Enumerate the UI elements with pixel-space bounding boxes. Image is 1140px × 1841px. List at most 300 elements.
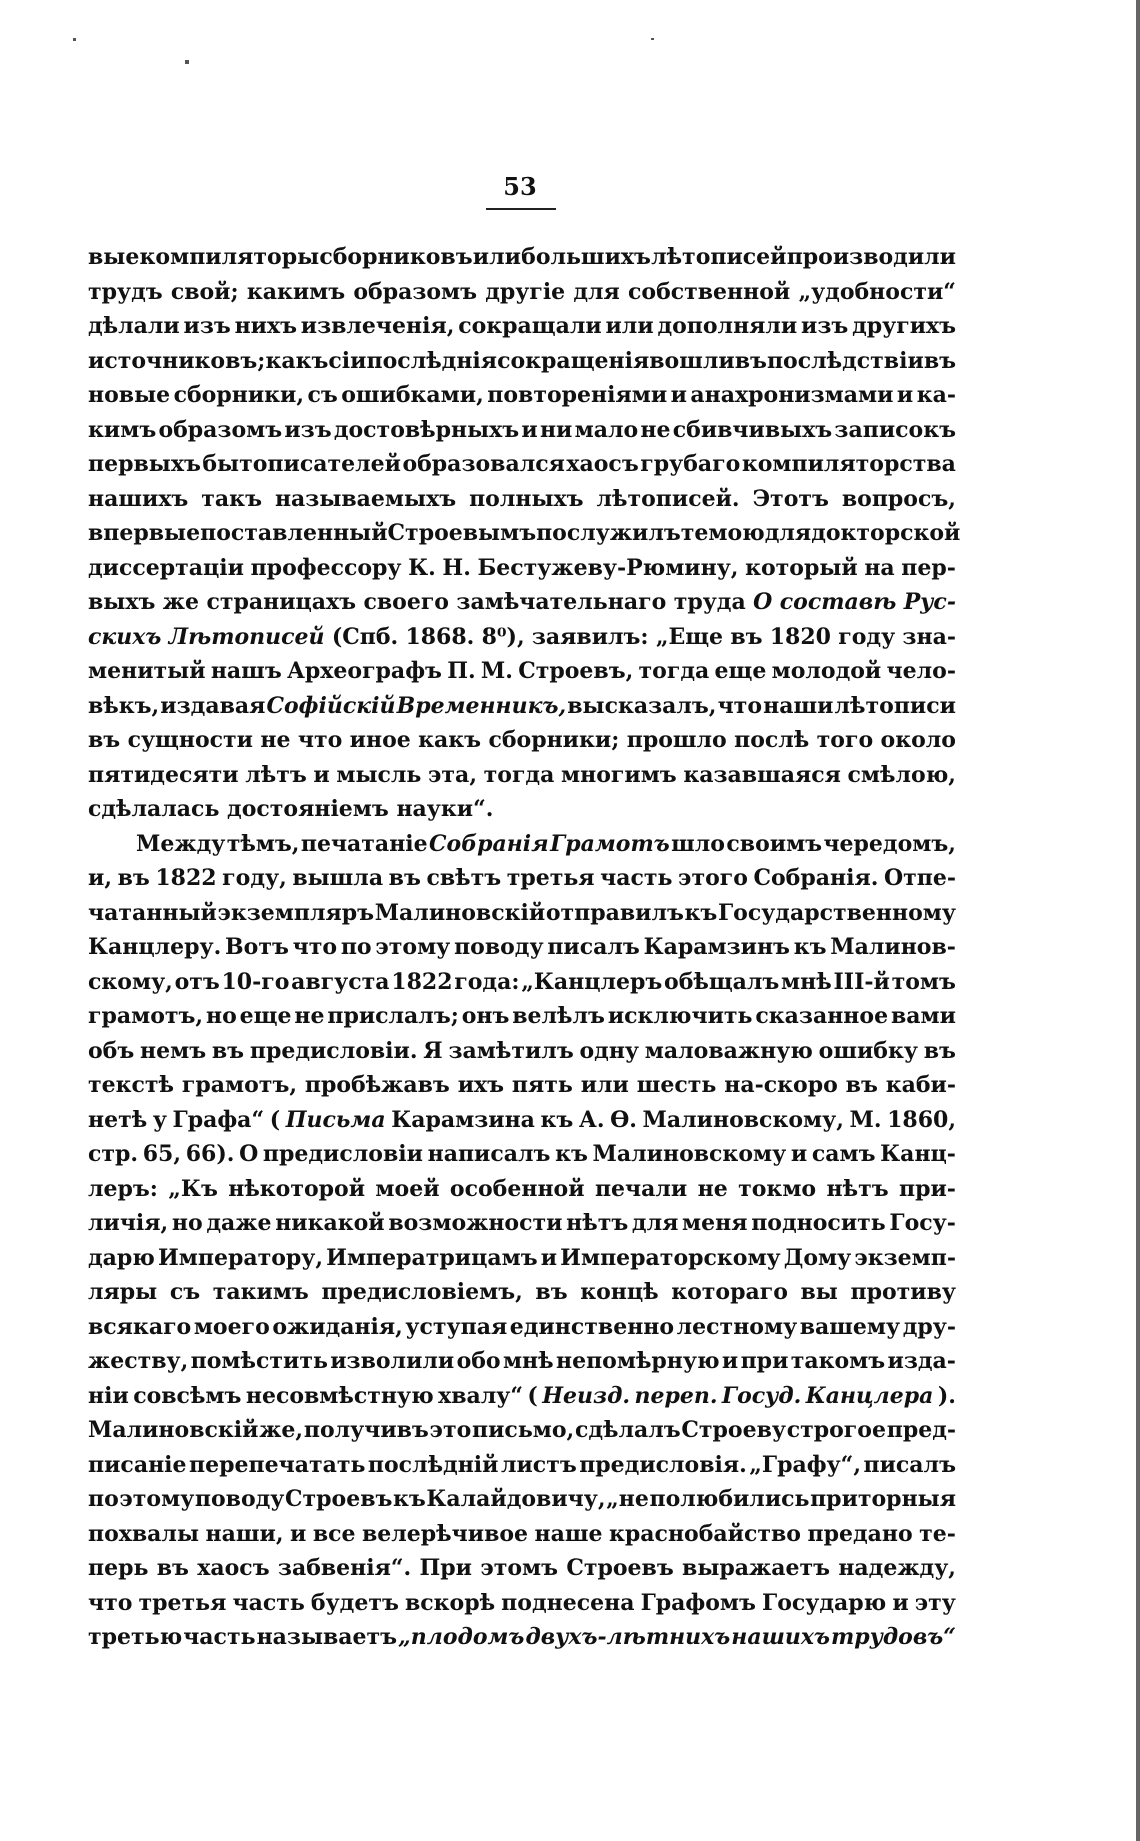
word: свой; xyxy=(170,278,239,305)
word: чело- xyxy=(886,658,956,684)
word: изволили xyxy=(330,1348,455,1374)
word: составѣ xyxy=(779,589,897,615)
word: вами xyxy=(890,1003,956,1029)
word: послужилъ xyxy=(536,520,681,546)
word: ). xyxy=(937,1382,956,1409)
word: Рус- xyxy=(903,589,956,615)
word: Временникъ, xyxy=(396,692,567,719)
word: въ xyxy=(211,1037,245,1064)
word: ихъ xyxy=(457,1072,505,1098)
word: Собранія xyxy=(429,830,549,857)
word: года: xyxy=(454,968,520,995)
word: „плодомъ xyxy=(398,1624,525,1650)
word: извлеченія, xyxy=(300,313,455,339)
word: большихъ xyxy=(521,244,651,270)
word: О xyxy=(239,1141,259,1167)
word: даже xyxy=(206,1210,272,1236)
word: замѣчательнаго xyxy=(456,589,667,615)
word: сборниковъ xyxy=(319,244,473,270)
word: часть xyxy=(600,865,673,891)
word: наше xyxy=(534,1520,603,1547)
word: и xyxy=(313,761,330,788)
word: въ xyxy=(388,865,421,891)
word: меня xyxy=(682,1210,748,1236)
word: нихъ xyxy=(234,313,297,339)
word: Малиновскому, xyxy=(642,1106,844,1133)
word: Археографъ xyxy=(286,658,442,684)
word: профессору xyxy=(250,554,402,581)
word: мнѣ xyxy=(502,1348,554,1374)
text-line xyxy=(88,1275,956,1310)
word: вышла xyxy=(292,865,384,891)
word: изъ xyxy=(284,416,332,443)
word: еще xyxy=(714,658,767,684)
word: высказалъ, xyxy=(567,692,717,719)
word: выхъ xyxy=(88,589,156,615)
word: полныхъ xyxy=(469,485,584,512)
word: какимъ xyxy=(246,278,346,305)
word: краснобайство xyxy=(609,1520,801,1547)
word: М. xyxy=(480,658,513,684)
word: тогда xyxy=(483,761,555,788)
word: послѣдствіи xyxy=(766,347,924,374)
word: же, xyxy=(259,1417,304,1443)
word: кимъ xyxy=(88,416,157,443)
word: Канцлеру. xyxy=(88,934,222,960)
word: при- xyxy=(898,1175,956,1202)
word: году xyxy=(838,623,896,650)
word: въ xyxy=(535,1279,568,1305)
word: менитый xyxy=(88,658,206,684)
word: Императору, xyxy=(157,1244,324,1271)
word: забвенія“. xyxy=(277,1555,412,1581)
word: писалъ xyxy=(547,934,640,960)
word: въ xyxy=(734,347,767,374)
word: Ѳ. xyxy=(610,1106,637,1133)
text-line xyxy=(88,861,956,896)
word: Канцлера xyxy=(805,1382,934,1409)
text-line xyxy=(88,413,956,448)
word: стр. xyxy=(88,1141,139,1167)
word: тогда xyxy=(638,658,710,684)
word: хаосъ xyxy=(566,451,639,477)
word: трудовъ“ xyxy=(831,1624,956,1650)
word: такомъ xyxy=(790,1348,886,1374)
word: вы xyxy=(800,1279,838,1305)
text-line xyxy=(88,654,956,689)
word: заявилъ: xyxy=(531,623,649,650)
word: пред- xyxy=(886,1417,956,1443)
text-line xyxy=(88,792,956,827)
word: послѣдній xyxy=(367,1451,499,1478)
word: выражаетъ xyxy=(682,1555,830,1581)
word: сборники; xyxy=(488,727,620,753)
text-line xyxy=(88,758,956,793)
text-line xyxy=(88,482,956,517)
word: и xyxy=(289,1520,307,1547)
word: для xyxy=(631,1210,679,1236)
word: „Графу“, xyxy=(749,1451,861,1478)
word: въ xyxy=(923,347,956,374)
word: страницахъ xyxy=(206,589,357,615)
word: докторской xyxy=(811,520,961,546)
word: августа xyxy=(291,968,390,995)
word: обѣщалъ xyxy=(664,968,780,995)
scan-edge-line xyxy=(1136,0,1140,1841)
word: свѣтъ xyxy=(426,865,502,891)
body-text xyxy=(88,240,961,1655)
word: сборники, xyxy=(173,382,305,408)
word: исключить xyxy=(607,1003,753,1029)
text-line xyxy=(88,1379,956,1414)
word: называемыхъ xyxy=(274,485,457,512)
text-line xyxy=(88,1551,956,1586)
word: въ xyxy=(730,623,763,650)
word: ожиданія, xyxy=(272,1313,403,1340)
page-number-rule xyxy=(486,208,556,210)
word: 1860, xyxy=(887,1106,956,1133)
word: третья xyxy=(506,865,595,891)
word: Карамзина xyxy=(391,1106,535,1133)
word: иное xyxy=(349,727,411,753)
text-line xyxy=(88,551,956,586)
word: Отпе- xyxy=(883,865,956,891)
word: или xyxy=(605,313,654,339)
word: съ xyxy=(169,1279,201,1305)
word: изда- xyxy=(887,1348,956,1374)
word: Малиновскому xyxy=(592,1141,787,1167)
word: чередомъ, xyxy=(823,830,956,857)
word: какъ xyxy=(265,347,329,374)
word: концѣ xyxy=(580,1279,659,1305)
word: никакой xyxy=(275,1210,385,1236)
word: первыхъ xyxy=(88,451,201,477)
word: Малиновскій xyxy=(88,1417,259,1443)
text-line xyxy=(88,1137,956,1172)
word: те- xyxy=(919,1520,956,1547)
word: жеству, xyxy=(88,1348,189,1374)
word: нашихъ xyxy=(88,485,189,512)
word: для xyxy=(764,520,812,546)
word: году, xyxy=(222,865,287,891)
word: Карамзинъ xyxy=(643,934,790,960)
word: ка- xyxy=(916,382,956,408)
word: Императорскому xyxy=(560,1244,781,1271)
text-line xyxy=(88,1482,956,1517)
word: нѣтъ xyxy=(826,1175,889,1202)
word: отъ xyxy=(174,968,220,995)
text-line xyxy=(88,689,956,724)
word: 1820 xyxy=(769,623,831,650)
word: Строевымъ xyxy=(387,520,537,546)
word: Графомъ xyxy=(640,1589,756,1616)
word: предисловія. xyxy=(579,1451,747,1478)
word: Н. xyxy=(442,554,471,581)
word: Госуд. xyxy=(721,1382,802,1409)
text-line xyxy=(88,447,956,482)
word: но xyxy=(205,1003,237,1029)
word: и xyxy=(892,1589,909,1616)
text-line xyxy=(88,1068,956,1103)
word: что xyxy=(88,1589,133,1616)
word: 10-го xyxy=(221,968,290,995)
word: хвалу“ xyxy=(438,1382,523,1409)
word: приторныя xyxy=(810,1486,956,1512)
text-line xyxy=(88,1310,956,1345)
word: прислалъ; xyxy=(327,1003,459,1029)
word: „удобности“ xyxy=(798,278,956,305)
word: на-скоро xyxy=(724,1072,838,1098)
word: сокращали xyxy=(458,313,602,339)
word: анахронизмами xyxy=(690,382,894,408)
word: письмо, xyxy=(472,1417,575,1443)
word: другихъ xyxy=(852,313,956,339)
word: около xyxy=(880,727,956,753)
word: или xyxy=(580,1072,629,1098)
word: Письма xyxy=(285,1106,386,1133)
word: у xyxy=(152,1106,167,1133)
word: другіе xyxy=(485,278,566,305)
word: Государственному xyxy=(717,899,956,926)
word: и xyxy=(521,416,538,443)
word: томъ xyxy=(891,968,956,995)
word: велѣлъ xyxy=(512,1003,605,1029)
word: не xyxy=(640,416,671,443)
word: Малиновскій xyxy=(374,899,546,926)
word: перепечатать xyxy=(189,1451,366,1478)
word: компиляторства xyxy=(741,451,956,477)
word: который xyxy=(745,554,858,581)
text-line xyxy=(88,827,956,862)
word: все xyxy=(312,1520,356,1547)
word: мало xyxy=(574,416,639,443)
word: часть xyxy=(183,1624,256,1650)
word: такимъ xyxy=(212,1279,309,1305)
word: 1822 xyxy=(155,865,217,891)
word: и xyxy=(670,382,687,408)
word: ошибками, xyxy=(341,382,484,408)
word: Строевъ, xyxy=(518,658,634,684)
word: Собранія. xyxy=(753,865,879,891)
word: Грамотъ xyxy=(550,830,670,857)
word: маловажную xyxy=(644,1037,813,1064)
word: лѣтописей. xyxy=(596,485,740,512)
word: самъ xyxy=(811,1141,876,1167)
word: писаніе xyxy=(88,1451,187,1478)
word: Дому xyxy=(783,1244,852,1271)
word: и, xyxy=(88,865,112,891)
word: „не xyxy=(606,1486,649,1512)
text-line xyxy=(88,1344,956,1379)
word: „Еще xyxy=(655,623,724,650)
word: нѣкоторой xyxy=(228,1175,366,1202)
text-line xyxy=(88,999,956,1034)
text-line xyxy=(88,585,956,620)
word: новые xyxy=(88,382,171,408)
word: шесть xyxy=(636,1072,717,1098)
word: строгое xyxy=(786,1417,886,1443)
word: достовѣрныхъ xyxy=(333,416,520,443)
word: въ xyxy=(156,1555,189,1581)
word: полюбились xyxy=(649,1486,810,1512)
word: сбивчивыхъ xyxy=(672,416,833,443)
word: при xyxy=(740,1348,789,1374)
word: тѣмъ, xyxy=(226,830,300,857)
text-line xyxy=(88,1413,956,1448)
word: вошли xyxy=(649,347,735,374)
word: скихъ xyxy=(88,623,162,650)
word: перь xyxy=(88,1555,149,1581)
word: моей xyxy=(375,1175,440,1202)
word: темою xyxy=(680,520,765,546)
word: вопросъ, xyxy=(841,485,956,512)
word: 8⁰), xyxy=(481,623,525,650)
text-line xyxy=(88,378,956,413)
word: похвалы xyxy=(88,1520,199,1547)
word: образомъ xyxy=(158,416,283,443)
word: ніи xyxy=(88,1382,129,1409)
text-line xyxy=(88,1172,956,1207)
word: по xyxy=(88,1486,119,1512)
word: отправилъ xyxy=(545,899,684,926)
word: изъ xyxy=(183,313,231,339)
text-line xyxy=(88,275,956,310)
word: котораго xyxy=(671,1279,788,1305)
word: К. xyxy=(408,554,436,581)
text-line xyxy=(88,240,956,275)
word: Малинов- xyxy=(830,934,956,960)
word: пер- xyxy=(901,554,956,581)
word: въ xyxy=(845,1072,878,1098)
word: предано xyxy=(807,1520,913,1547)
word: Лѣтописей xyxy=(168,623,325,650)
word: ни xyxy=(539,416,573,443)
word: нашъ xyxy=(210,658,282,684)
word: печали xyxy=(594,1175,688,1202)
word: ляры xyxy=(88,1279,158,1305)
word: источниковъ; xyxy=(88,347,266,374)
word: 65, xyxy=(142,1141,182,1167)
word: велерѣчивое xyxy=(362,1520,529,1547)
word: Между xyxy=(136,830,226,857)
word: каби- xyxy=(885,1072,956,1098)
word: не xyxy=(697,1175,728,1202)
word: 1822 xyxy=(391,968,453,995)
word: третья xyxy=(138,1589,227,1616)
word: Неизд. xyxy=(542,1382,631,1409)
word: Строевъ xyxy=(285,1486,393,1512)
word: того xyxy=(816,727,874,753)
word: что xyxy=(297,727,343,753)
word: этому xyxy=(119,1486,195,1512)
word: возможности xyxy=(388,1210,563,1236)
word: личія, xyxy=(88,1210,169,1236)
word: непомѣрную xyxy=(555,1348,720,1374)
word: вашему xyxy=(799,1313,901,1340)
word: немъ xyxy=(140,1037,207,1064)
word: сдѣлалъ xyxy=(574,1417,681,1443)
word: единственно xyxy=(509,1313,675,1340)
word: уступая xyxy=(405,1313,508,1340)
word: сіи xyxy=(328,347,367,374)
word: но xyxy=(171,1210,203,1236)
word: леръ: xyxy=(88,1175,158,1202)
text-line xyxy=(88,1620,956,1655)
word: предисловіемъ, xyxy=(321,1279,523,1305)
word: Софійскій xyxy=(266,692,396,719)
word: къ xyxy=(684,899,718,926)
word: эта, xyxy=(428,761,477,788)
word: несовмѣстную xyxy=(245,1382,434,1409)
word: въ xyxy=(88,727,121,753)
word: бытописателей xyxy=(202,451,401,477)
word: послѣднія xyxy=(366,347,498,374)
word: образовался xyxy=(402,451,565,477)
word: производили xyxy=(786,244,956,270)
word: Вотъ xyxy=(225,934,289,960)
word: пять xyxy=(511,1072,573,1098)
text-line xyxy=(88,1448,956,1483)
word: дру- xyxy=(902,1313,956,1340)
word: подносить xyxy=(751,1210,886,1236)
text-line xyxy=(88,344,956,379)
word: Этотъ xyxy=(752,485,829,512)
word: 66). xyxy=(185,1141,235,1167)
word: III-й xyxy=(833,968,890,995)
word: особенной xyxy=(449,1175,585,1202)
word: къ xyxy=(793,934,827,960)
word: „Канцлеръ xyxy=(521,968,663,995)
word: же xyxy=(162,589,199,615)
text-line xyxy=(88,1034,956,1069)
text-line xyxy=(88,516,961,551)
text-segment: сдѣлалась достояніемъ науки“. xyxy=(88,796,494,822)
word: и xyxy=(721,1348,739,1374)
word: скому, xyxy=(88,968,173,995)
word: труда xyxy=(673,589,746,615)
word: въ xyxy=(117,865,150,891)
word: или xyxy=(472,244,521,270)
word: смѣлою, xyxy=(847,761,956,788)
word: надежду, xyxy=(838,1555,956,1581)
word: поводу xyxy=(194,1486,285,1512)
word: не xyxy=(294,1003,325,1029)
word: называетъ xyxy=(256,1624,398,1650)
word: грамотъ, xyxy=(88,1003,204,1029)
word: грубаго xyxy=(640,451,741,477)
word: прошло xyxy=(626,727,727,753)
word: 1868. xyxy=(405,623,475,650)
word: онъ xyxy=(461,1003,510,1029)
word: что xyxy=(292,934,338,960)
word: образомъ xyxy=(353,278,478,305)
word: этомъ xyxy=(480,1555,559,1581)
word: къ xyxy=(392,1486,426,1512)
word: впервые xyxy=(88,520,201,546)
word: молодой xyxy=(771,658,882,684)
word: еще xyxy=(239,1003,292,1029)
word: шло xyxy=(671,830,725,857)
word: къ xyxy=(540,1106,574,1133)
word: совсѣмъ xyxy=(133,1382,242,1409)
word: вскорѣ xyxy=(404,1589,496,1616)
word: всякаго xyxy=(88,1313,192,1340)
word: своего xyxy=(363,589,449,615)
word: Графа“ xyxy=(172,1106,265,1133)
word: мнѣ xyxy=(781,968,832,995)
word: Бестужеву-Рюмину, xyxy=(477,554,739,581)
word: переп. xyxy=(634,1382,718,1409)
